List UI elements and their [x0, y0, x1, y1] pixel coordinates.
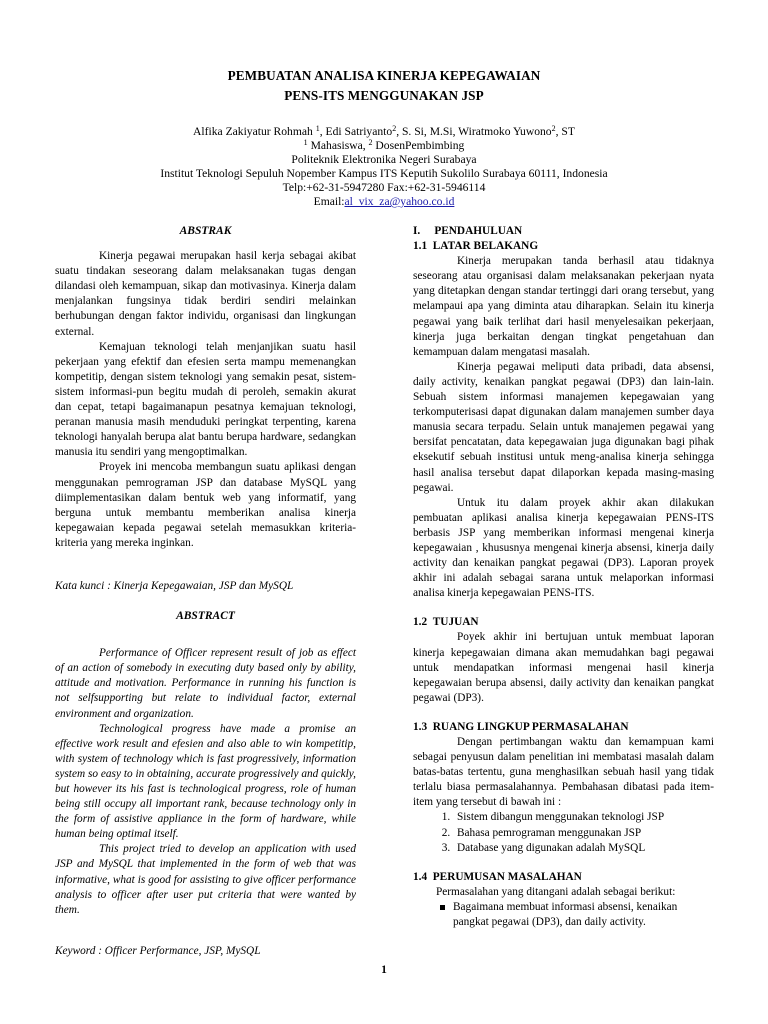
contact-phone: Telp:+62-31-5947280 Fax:+62-31-5946114: [282, 181, 486, 194]
page-number: 1: [381, 964, 387, 976]
abstrak-paragraph-3: Proyek ini mencoba membangun suatu aplikasi dengan menggunakan pemrograman JSP dan database MySQL yang diimplementasikan dalam bentuk web yang informatif, yang berguna untuk membantu memberikan analisa kinerja kepegawaian kepada pegawai setelah memasukkan kriteria-kriteria yang mereka inginkan.: [55, 461, 356, 549]
author-line: [0, 125, 768, 139]
email-link[interactable]: al_vix_za@yahoo.co.id: [344, 195, 455, 208]
section-1-heading: I. PENDAHULUAN: [413, 225, 523, 237]
role-line: [0, 139, 768, 153]
institution-1: Politeknik Elektronika Negeri Surabaya: [291, 153, 477, 166]
abstract-paragraph-1: Performance of Officer represent result of job as effect of an action of somebody in executing duty based only by ability, attitude and motivation. Performance in running his function is not selfsupporting but relate to individual factor, external environment and organization.: [55, 647, 356, 720]
contact-email-line: [0, 195, 768, 209]
institution-2: Institut Teknologi Sepuluh Nopember Kampus ITS Keputih Sukolilo Surabaya 60111, Indonesia: [160, 167, 608, 180]
section-1-3-heading: 1.3 RUANG LINGKUP PERMASALAHAN: [413, 720, 629, 733]
role-1-mark: 1: [303, 138, 308, 147]
abstrak-paragraph-2: Kemajuan teknologi telah menjanjikan suatu hasil pekerjaan yang efektif dan efesien serta mampu memenangkan kompetitip, dengan sistem teknologi yang semakin pesat, sistem-sistem informasi-pun begitu mudah di peroleh, semakin akurat dan cepat, tetapi bagaimanapun pesatnya kemajuan teknologi, peranan manusia masih menduduki peringkat terpenting, karena teknologi hanyalah berupa alat bantu berupa hardware, sedangkan manusia itu sendiri yang mengoptimalkan.: [55, 340, 356, 459]
section-1-2-paragraph-1: Poyek akhir ini bertujuan untuk membuat laporan kinerja kepegawaian dimana akan memudahkan bagi pegawai untuk mendapatkan informasi mengenai hasil kinerja kepegawaian berupa absensi, daily activity dan kenaikan pangkat pegawai (DP3).: [413, 631, 714, 704]
abstract-paragraph-3: This project tried to develop an application with used JSP and MySQL that implemented in the form of web that was informative, what is good for assisting to give officer performance analysis to officer after user put criteria that were wanted by them.: [55, 843, 356, 916]
list-item: 2. Bahasa pemrograman menggunakan JSP: [453, 826, 714, 841]
abstract-heading: ABSTRACT: [176, 610, 235, 623]
section-1-1-paragraph-1: Kinerja merupakan tanda berhasil atau tidaknya seseorang atau organisasi dalam melaksanakan pekerjaan nyata yang ditetapkan dengan standar tertinggi dari orang tersebut, yang melampaui apa yang diminta atau diharapkan. Selain itu kinerja pegawai yang baik terlihat dari hasil menyelesaikan pekerjaan, kinerja juga berkaitan dengan tingkat pengetahuan dan kemampuan dalam mengatasi masalah.: [413, 255, 714, 358]
problem-list: [413, 900, 714, 930]
section-1-3-paragraph-1: Dengan pertimbangan waktu dan kemampuan kami sebagai penyusun dalam penelitian ini membatasi masalah dalam batas-batas tertentu, guna menghasilkan sebuah hasil yang tidak terlalu biasa permasalahannya. Pembahasan dibatasi pada item-item yang tersebut di bawah ini :: [413, 736, 714, 809]
list-item: 1. Sistem dibangun menggunakan teknologi JSP: [453, 810, 714, 825]
section-1-1-paragraph-3: Untuk itu dalam proyek akhir akan dilakukan pembuatan aplikasi analisa kinerja kepegawaian PENS-ITS berbasis JSP yang memberikan informasi mengenai kinerja kepegawaian , khususnya mengenai kinerja absensi, kinerja daily activity dan kenaikan pangkat pegawai (DP3). Laporan proyek akhir ini adalah sebagai sarana untuk melaporkan informasi analisa kinerja kepegawaian PENS-ITS.: [413, 496, 714, 600]
author-2: , Edi Satriyanto: [319, 125, 393, 138]
paper-title-line1: PEMBUATAN ANALISA KINERJA KEPEGAWAIAN: [227, 68, 541, 83]
keyword: Keyword : Officer Performance, JSP, MySQL: [55, 944, 261, 957]
section-1-4-heading: 1.4 PERUMUSAN MASALAHAN: [413, 870, 582, 883]
section-1-1-heading: 1.1 LATAR BELAKANG: [413, 240, 539, 253]
section-1-2-heading: 1.2 TUJUAN: [413, 616, 479, 629]
list-item: [453, 900, 714, 930]
abstract-paragraph-2: Technological progress have made a promise an effective work result and efesien and also able to win kompetitip, with system of technology which is fast progressively, information system so easy to in obtaining, accurate progressively and quickly, but however its his fast is technological progress, role of human being still occupy all important rank, because technology only in the form of assistive appliance in the form of hardware, while human being optimal itself.: [55, 722, 356, 841]
list-item-text: Bagaimana membuat informasi absensi, kenaikan pangkat pegawai (DP3), dan daily activity.: [453, 900, 678, 929]
author-3-title: , ST: [555, 125, 575, 138]
role-2: DosenPembimbing: [372, 139, 465, 152]
right-column: [413, 224, 714, 930]
author-1: Alfika Zakiyatur Rohmah: [193, 125, 313, 138]
paper-title-line2: PENS-ITS MENGGUNAKAN JSP: [284, 88, 484, 103]
role-2-mark: 2: [368, 138, 373, 147]
kata-kunci: Kata kunci : Kinerja Kepegawaian, JSP dan MySQL: [55, 579, 294, 592]
section-1-4-paragraph-1: Permasalahan yang ditangani adalah sebagai berikut:: [436, 885, 676, 898]
scope-list: [413, 810, 714, 855]
section-1-1-paragraph-2: Kinerja pegawai meliputi data pribadi, data absensi, daily activity, kenaikan pangkat pegawai (DP3) dan lain-lain. Sebuah sistem informasi manajemen kepegawaian yang terkomputerisasi dapat digunakan dalam manajemen sumber daya manusia secara terpadu. Selain untuk manajemen pegawai yang bersifat pencatatan, data kepegawaian juga digunakan bagi pihak eksekutif sebuah institusi untuk meng-analisa kinerja sehingga hasil analisa tersebut dapat dilaporkan kepada masing-masing pegawai.: [413, 360, 714, 494]
left-column: [55, 224, 356, 959]
square-bullet-icon: [440, 905, 445, 910]
author-1-affil: 1: [315, 124, 320, 133]
abstrak-paragraph-1: Kinerja pegawai merupakan hasil kerja sebagai akibat suatu tindakan seseorang dalam melaksanakan tugas dengan dilandasi oleh kemampuan, sikap dan motivasinya. Kinerja dalam menjalankan fungsinya tidak berdiri sendiri melainkan berhubungan dengan faktor individu, organisasi dan lingkungan external.: [55, 250, 356, 338]
role-1: Mahasiswa,: [307, 139, 369, 152]
email-label: Email:: [313, 195, 345, 208]
list-item: 3. Database yang digunakan adalah MySQL: [453, 841, 714, 856]
author-3-affil: 2: [551, 124, 556, 133]
author-3: , S. Si, M.Si, Wiratmoko Yuwono: [396, 125, 552, 138]
abstrak-heading: ABSTRAK: [179, 225, 232, 237]
author-2-affil: 2: [392, 124, 397, 133]
